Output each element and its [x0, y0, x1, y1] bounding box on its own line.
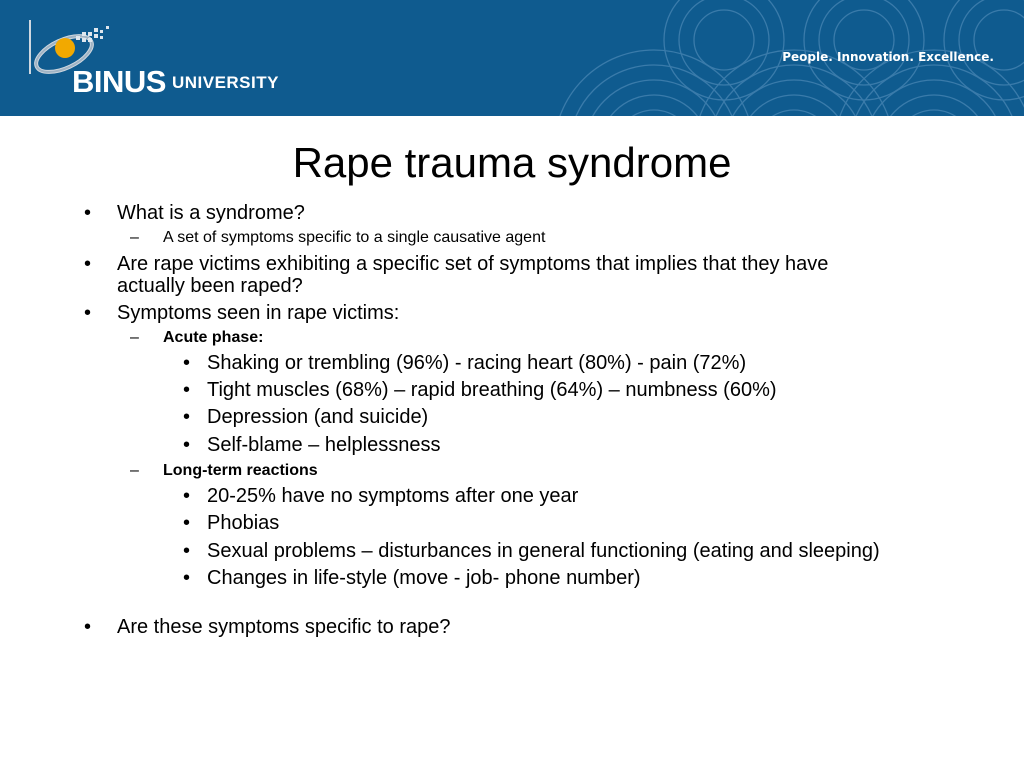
sub-heading-long-term-reactions: Long-term reactions	[163, 462, 318, 479]
bullet-item: Are these symptoms specific to rape?	[117, 616, 451, 638]
sub-sub-bullet-marker: •	[183, 434, 191, 456]
sub-sub-bullet-marker: •	[183, 512, 191, 534]
sub-bullet-marker: –	[130, 329, 139, 346]
header-banner	[0, 0, 1024, 116]
sub-sub-bullet-item: Depression (and suicide)	[207, 406, 429, 428]
sub-bullet-item: A set of symptoms specific to a single causative agent	[163, 229, 546, 246]
sub-sub-bullet-marker: •	[183, 352, 191, 374]
bullet-item-continued: actually been raped?	[117, 275, 303, 297]
sub-sub-bullet-item: Tight muscles (68%) – rapid breathing (64%) – numbness (60%)	[207, 379, 777, 401]
sub-sub-bullet-item: Sexual problems – disturbances in general functioning (eating and sleeping)	[207, 540, 880, 562]
sub-sub-bullet-item: Self-blame – helplessness	[207, 434, 441, 456]
sub-sub-bullet-item: Changes in life-style (move - job- phone number)	[207, 567, 641, 589]
logo-text: BINUS	[72, 64, 166, 99]
sub-sub-bullet-item: Phobias	[207, 512, 280, 534]
sub-heading-acute-phase: Acute phase:	[163, 329, 264, 346]
sub-bullet-marker: –	[130, 229, 139, 246]
bullet-marker: •	[84, 302, 92, 324]
sub-sub-bullet-item: 20-25% have no symptoms after one year	[207, 485, 579, 507]
tagline: People. Innovation. Excellence.	[782, 50, 994, 64]
logo-wordmark	[72, 64, 279, 100]
bullet-marker: •	[84, 616, 92, 638]
sub-bullet-marker: –	[130, 462, 139, 479]
bullet-item: Are rape victims exhibiting a specific set of symptoms that implies that they have	[117, 253, 829, 275]
bullet-marker: •	[84, 202, 92, 224]
sub-sub-bullet-marker: •	[183, 540, 191, 562]
sub-sub-bullet-marker: •	[183, 567, 191, 589]
bullet-item: Symptoms seen in rape victims:	[117, 302, 400, 324]
sub-sub-bullet-item: Shaking or trembling (96%) - racing heart (80%) - pain (72%)	[207, 352, 747, 374]
slide-title: Rape trauma syndrome	[292, 139, 732, 186]
sub-sub-bullet-marker: •	[183, 406, 191, 428]
sub-sub-bullet-marker: •	[183, 379, 191, 401]
bullet-marker: •	[84, 253, 92, 275]
binus-logo	[18, 14, 308, 104]
logo-subtext: UNIVERSITY	[171, 73, 279, 92]
bullet-item: What is a syndrome?	[117, 202, 305, 224]
sub-sub-bullet-marker: •	[183, 485, 191, 507]
